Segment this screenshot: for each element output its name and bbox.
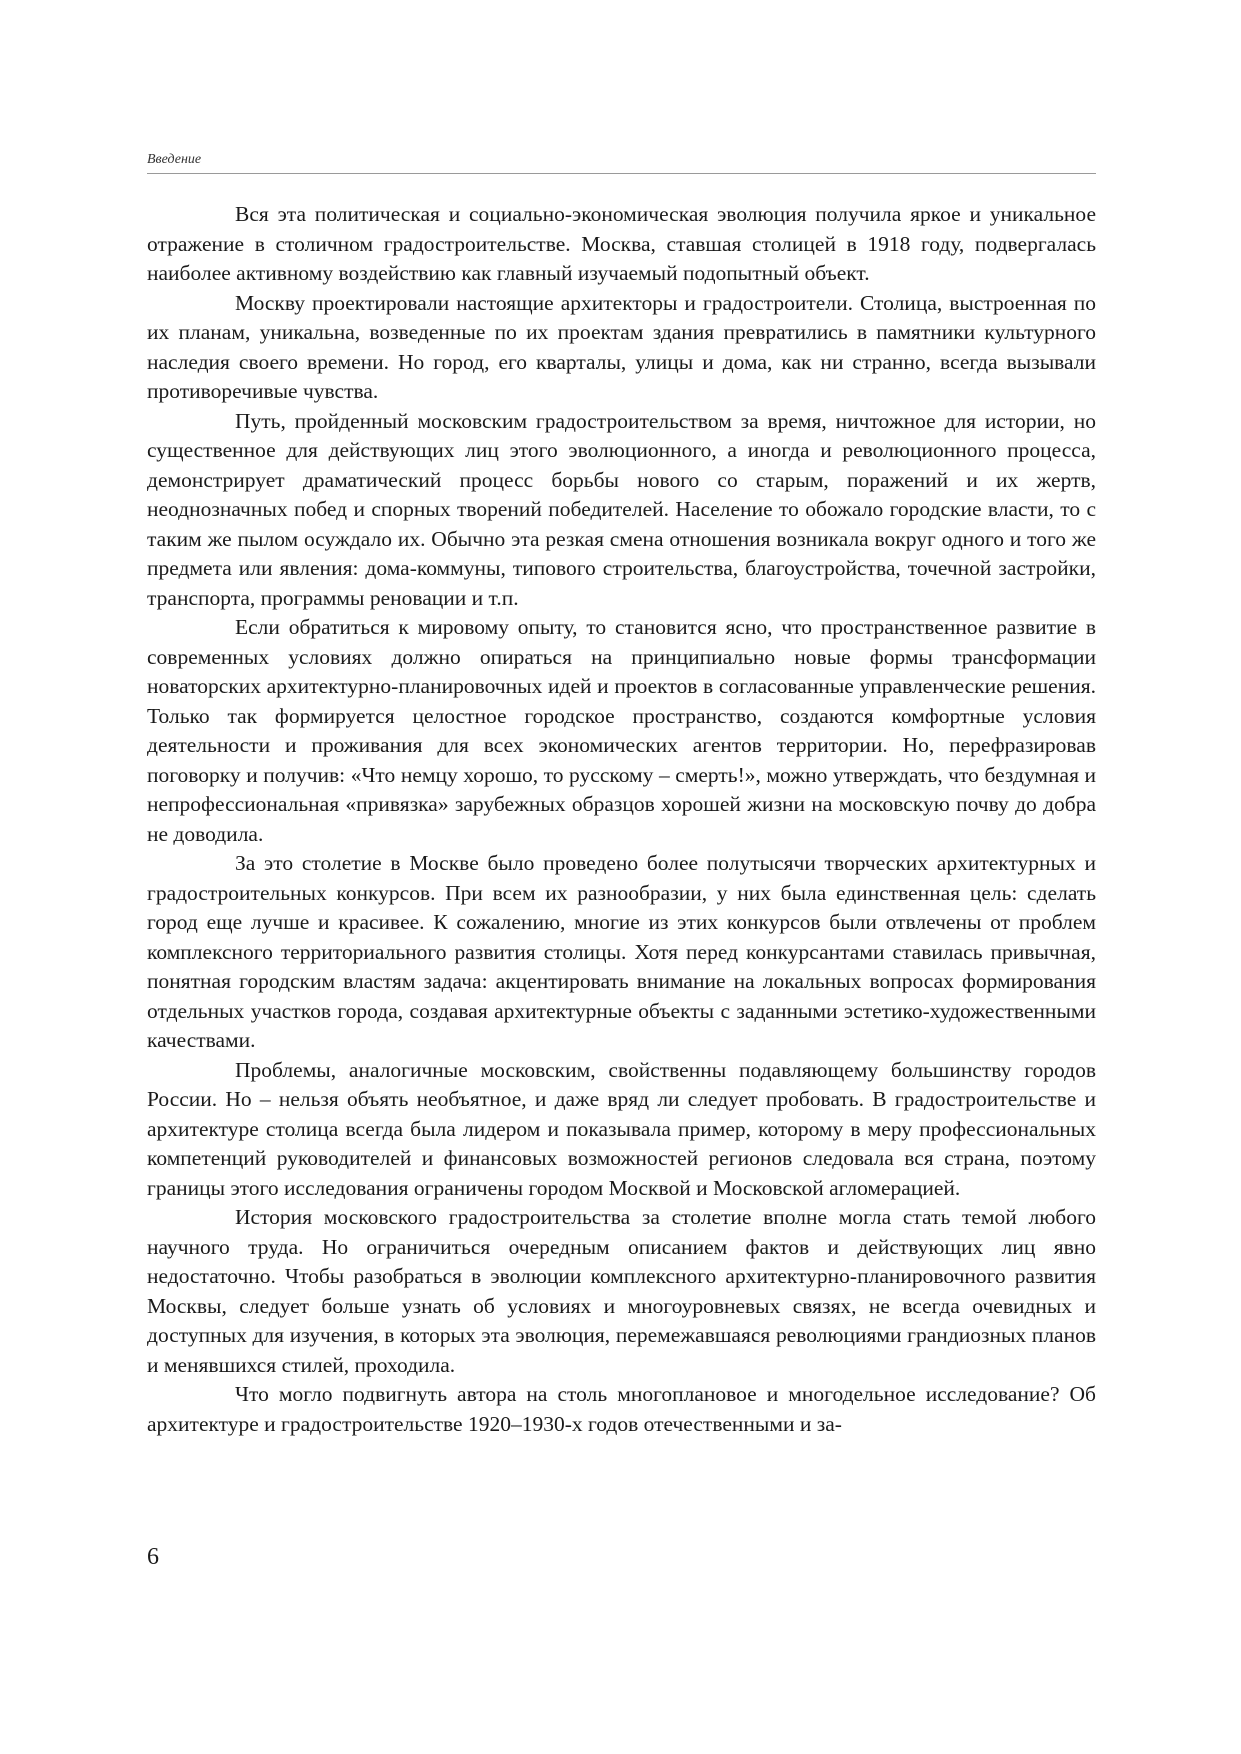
- paragraph: Москву проектировали настоящие архитекторы и градостроители. Столица, выстроенная по их планам, уникальна, возведенные по их проектам здания превратились в памятники культурного наследия своего времени. Но город, его кварталы, улицы и дома, как ни странно, всегда вызывали противоречивые чувства.: [147, 290, 1096, 403]
- paragraph: Проблемы, аналогичные московским, свойственны подавляющему большинству городов России. Но – нельзя объять необъятное, и даже вряд ли следует пробовать. В градостроительстве и архитектуре столица всегда была лидером и показывала пример, которому в меру профессиональных компетенций руководителей и финансовых возможностей регионов следовала вся страна, поэтому границы этого исследования ограничены городом Москвой и Московской агломерацией.: [147, 1057, 1096, 1200]
- page-number: 6: [147, 1544, 159, 1570]
- paragraph: Вся эта политическая и социально-экономическая эволюция получила яркое и уникальное отражение в столичном градостроительстве. Москва, ставшая столицей в 1918 году, подвергалась наиболее активному воздействию как главный изучаемый подопытный объект.: [147, 202, 1096, 285]
- paragraph: Что могло подвигнуть автора на столь многоплановое и многодельное исследование? Об архитектуре и градостроительстве 1920–1930-х годов отечественными и за-: [147, 1382, 1096, 1436]
- body-text: [147, 200, 1096, 1439]
- header-divider: [147, 173, 1096, 174]
- running-head-title: Введение: [147, 152, 202, 167]
- paragraph: Если обратиться к мировому опыту, то становится ясно, что пространственное развитие в современных условиях должно опираться на принципиально новые формы трансформации новаторских архитектурно-планировочных идей и проектов в согласованные управленческие решения. Только так формируется целостное городское пространство, создаются комфортные условия деятельности и проживания для всех экономических агентов территории. Но, перефразировав поговорку и получив: «Что немцу хорошо, то русскому – смерть!», можно утверждать, что бездумная и непрофессиональная «привязка» зарубежных образцов хорошей жизни на московскую почву до добра не доводила.: [147, 615, 1096, 846]
- paragraph: Путь, пройденный московским градостроительством за время, ничтожное для истории, но существенное для действующих лиц этого эволюционного, а иногда и революционного процесса, демонстрирует драматический процесс борьбы нового со старым, поражений и их жертв, неоднозначных побед и спорных творений победителей. Население то обожало городские власти, то с таким же пылом осуждало их. Обычно эта резкая смена отношения возникала вокруг одного и того же предмета или явления: дома-коммуны, типового строительства, благоустройства, точечной застройки, транспорта, программы реновации и т.п.: [147, 408, 1096, 610]
- paragraph: История московского градостроительства за столетие вполне могла стать темой любого научного труда. Но ограничиться очередным описанием фактов и действующих лиц явно недостаточно. Чтобы разобраться в эволюции комплексного архитектурно-планировочного развития Москвы, следует больше узнать об условиях и многоуровневых связях, не всегда очевидных и доступных для изучения, в которых эта эволюция, перемежавшаяся революциями грандиозных планов и менявшихся стилей, проходила.: [147, 1205, 1096, 1377]
- paragraph: За это столетие в Москве было проведено более полутысячи творческих архитектурных и градостроительных конкурсов. При всем их разнообразии, у них была единственная цель: сделать город еще лучше и красивее. К сожалению, многие из этих конкурсов были отвлечены от проблем комплексного территориального развития столицы. Хотя перед конкурсантами ставилась привычная, понятная городским властям задача: акцентировать внимание на локальных вопросах формирования отдельных участков города, создавая архитектурные объекты с заданными эстетико-художественными качествами.: [147, 851, 1096, 1052]
